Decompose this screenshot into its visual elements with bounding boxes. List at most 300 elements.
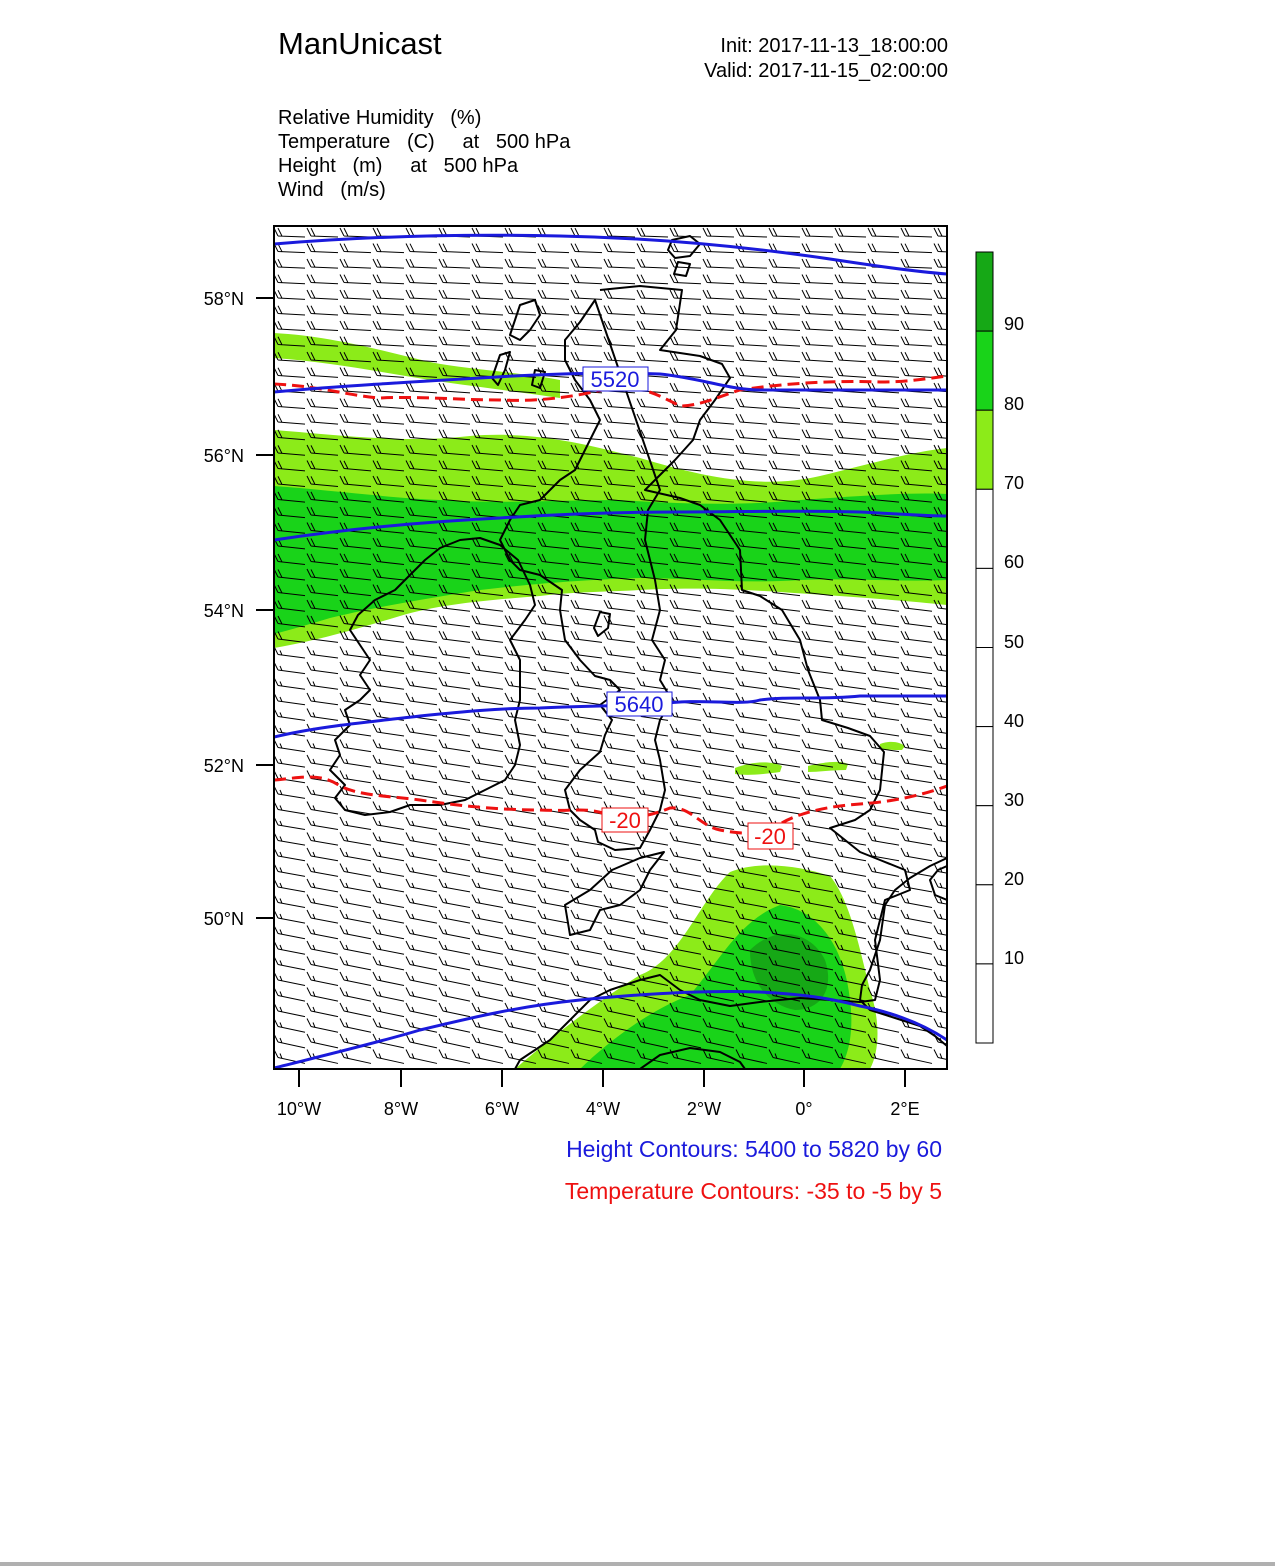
wind-barb — [373, 755, 404, 767]
wind-barb — [637, 616, 668, 627]
wind-barb — [340, 957, 371, 970]
wind-barb — [274, 740, 305, 752]
wind-barb — [736, 352, 767, 362]
wind-barb — [769, 848, 800, 861]
colorbar-bin — [976, 648, 993, 727]
wind-barb — [901, 631, 932, 642]
wind-barb — [472, 1034, 503, 1048]
wind-barb — [307, 693, 338, 705]
wind-barb — [538, 290, 569, 299]
wind-barb — [868, 941, 899, 954]
wind-barb — [406, 864, 437, 877]
wind-barb — [934, 259, 965, 268]
wind-barb — [439, 833, 470, 846]
wind-barb — [934, 337, 965, 347]
wind-barb — [340, 988, 371, 1002]
wind-barb — [703, 445, 734, 455]
wind-barb — [703, 817, 734, 830]
wind-barb — [835, 678, 866, 690]
wind-barb — [835, 647, 866, 659]
wind-barb — [373, 399, 404, 409]
wind-barb — [934, 600, 965, 611]
wind-barb — [406, 957, 437, 970]
temp-label-text: -20 — [609, 808, 641, 833]
wind-barb — [373, 972, 404, 985]
wind-barb — [439, 988, 470, 1002]
wind-barb — [406, 306, 437, 315]
wind-barb — [901, 910, 932, 923]
wind-barb — [406, 1034, 437, 1048]
wind-barb — [406, 430, 437, 440]
wind-barb — [406, 848, 437, 861]
wind-barb — [934, 678, 965, 690]
wind-barb — [472, 631, 503, 642]
wind-barb — [472, 244, 503, 253]
wind-barb — [703, 228, 734, 237]
wind-barb — [439, 244, 470, 253]
wind-barb — [274, 678, 305, 690]
wind-barb — [340, 321, 371, 331]
colorbar-bin — [976, 885, 993, 964]
wind-barb — [703, 662, 734, 674]
wind-barb — [901, 399, 932, 409]
wind-barb — [637, 414, 668, 424]
wind-barb — [670, 833, 701, 846]
wind-barb — [769, 228, 800, 237]
wind-barb — [406, 926, 437, 939]
wind-barb — [439, 910, 470, 923]
wind-barb — [703, 321, 734, 331]
wind-barb — [439, 414, 470, 424]
wind-barb — [406, 895, 437, 908]
wind-barb — [868, 228, 899, 237]
wind-barb — [868, 771, 899, 783]
wind-barb — [439, 275, 470, 284]
wind-barb — [604, 306, 635, 315]
wind-barb — [769, 275, 800, 284]
wind-barb — [307, 879, 338, 892]
wind-barb — [604, 957, 635, 970]
wind-barb — [670, 755, 701, 767]
wind-barb — [505, 259, 536, 268]
wind-barb — [868, 244, 899, 253]
wind-barb — [835, 368, 866, 378]
wind-barb — [934, 848, 965, 861]
wind-barb — [538, 647, 569, 659]
wind-barb — [604, 244, 635, 253]
wind-barb — [373, 724, 404, 736]
wind-barb — [868, 321, 899, 331]
wind-barb — [868, 926, 899, 939]
wind-barb — [802, 600, 833, 611]
wind-barb — [439, 879, 470, 892]
wind-barb — [472, 337, 503, 347]
wind-barb — [307, 290, 338, 299]
wind-barb — [571, 275, 602, 284]
wind-barb — [274, 662, 305, 674]
wind-barb — [274, 833, 305, 846]
wind-barb — [538, 833, 569, 846]
wind-barb — [637, 941, 668, 954]
wind-barb — [307, 864, 338, 877]
wind-barb — [538, 740, 569, 752]
wind-barb — [307, 972, 338, 985]
wind-barb — [505, 926, 536, 939]
wind-barb — [736, 631, 767, 642]
wind-barb — [307, 228, 338, 237]
wind-barb — [934, 631, 965, 642]
wind-barb — [604, 926, 635, 939]
wind-barb — [472, 941, 503, 954]
height-label-5640 — [607, 692, 672, 717]
wind-barb — [703, 771, 734, 783]
wind-barb — [670, 848, 701, 861]
wind-barb — [340, 864, 371, 877]
wind-barb — [439, 306, 470, 315]
wind-barb — [472, 910, 503, 923]
wind-barb — [307, 399, 338, 409]
wind-barb — [373, 941, 404, 954]
lon-label-0: 0° — [795, 1099, 813, 1119]
lat-label-54n: 54°N — [203, 601, 244, 621]
wind-barb — [439, 259, 470, 268]
wind-barb — [472, 306, 503, 315]
wind-barb — [802, 631, 833, 642]
wind-barb — [406, 275, 437, 284]
wind-barb — [934, 786, 965, 798]
wind-barb — [835, 244, 866, 253]
wind-barb — [835, 600, 866, 611]
wind-barb — [604, 275, 635, 284]
wind-barb — [571, 740, 602, 752]
wind-barb — [637, 926, 668, 939]
wind-barb — [439, 693, 470, 705]
wind-barb — [835, 352, 866, 362]
wind-barb — [505, 988, 536, 1002]
wind-barb — [703, 678, 734, 690]
wind-barb — [472, 988, 503, 1002]
wind-barb — [439, 321, 470, 331]
wind-barb — [307, 244, 338, 253]
wind-barb — [406, 337, 437, 347]
colorbar-label-90: 90 — [1004, 314, 1025, 334]
lat-label-52n: 52°N — [203, 756, 244, 776]
wind-barb — [472, 1019, 503, 1033]
wind-barb — [307, 1003, 338, 1017]
wind-barb — [373, 290, 404, 299]
wind-barb — [373, 244, 404, 253]
wind-barb — [868, 368, 899, 378]
wind-barb — [406, 833, 437, 846]
wind-barb — [670, 321, 701, 331]
wind-barb — [406, 910, 437, 923]
wind-barb — [571, 972, 602, 985]
wind-barb — [901, 228, 932, 237]
wind-barb — [307, 988, 338, 1002]
wind-barb — [868, 631, 899, 642]
wind-barb — [868, 337, 899, 347]
wind-barb — [373, 771, 404, 783]
wind-barb — [373, 957, 404, 970]
wind-barb — [901, 833, 932, 846]
wind-barb — [571, 941, 602, 954]
wind-barb — [934, 709, 965, 721]
wind-barb — [373, 647, 404, 659]
wind-barb — [934, 275, 965, 284]
wind-barb — [571, 879, 602, 892]
wind-barb — [505, 848, 536, 861]
wind-barb — [703, 848, 734, 861]
wind-barb — [604, 740, 635, 752]
wind-barb — [769, 647, 800, 659]
wind-barb — [439, 864, 470, 877]
lon-label-6w: 6°W — [484, 1099, 520, 1119]
wind-barb — [373, 910, 404, 923]
wind-barb — [604, 647, 635, 659]
wind-barb — [736, 290, 767, 299]
wind-barb — [439, 1050, 470, 1064]
wind-barb — [505, 755, 536, 767]
wind-barb — [274, 399, 305, 409]
wind-barb — [835, 740, 866, 752]
wind-barb — [472, 848, 503, 861]
wind-barb — [472, 259, 503, 268]
wind-barb — [703, 600, 734, 611]
wind-barb — [472, 972, 503, 985]
field-rh: Relative Humidity (%) — [278, 107, 482, 129]
wind-barb — [439, 1003, 470, 1017]
wind-barb — [340, 1019, 371, 1033]
wind-barb — [670, 600, 701, 611]
wind-barb — [769, 662, 800, 674]
wind-barb — [736, 662, 767, 674]
wind-barb — [505, 724, 536, 736]
wind-barb — [901, 244, 932, 253]
wind-barb — [373, 895, 404, 908]
wind-barb — [604, 662, 635, 674]
field-height: Height (m) at 500 hPa — [278, 155, 519, 177]
wind-barb — [934, 926, 965, 939]
wind-barb — [406, 414, 437, 424]
wind-barb — [439, 290, 470, 299]
wind-barb — [340, 848, 371, 861]
wind-barb — [340, 259, 371, 268]
wind-barb — [274, 709, 305, 721]
wind-barb — [340, 833, 371, 846]
wind-barb — [769, 461, 800, 471]
wind-barb — [472, 616, 503, 627]
wind-barb — [604, 414, 635, 424]
wind-barb — [571, 926, 602, 939]
wind-barb — [373, 306, 404, 315]
wind-barb — [802, 430, 833, 440]
wind-barb — [835, 709, 866, 721]
wind-barb — [901, 972, 932, 985]
wind-barb — [901, 848, 932, 861]
wind-barb — [538, 879, 569, 892]
wind-barb — [901, 771, 932, 783]
lon-label-10w: 10°W — [276, 1099, 322, 1119]
wind-barb — [274, 1019, 305, 1033]
wind-barb — [538, 306, 569, 315]
wind-barb — [373, 662, 404, 674]
wind-barb — [373, 1050, 404, 1064]
wind-barb — [835, 817, 866, 830]
wind-barb — [604, 771, 635, 783]
temp-label-text: -20 — [754, 824, 786, 849]
wind-barb — [505, 941, 536, 954]
wind-barb — [274, 755, 305, 767]
wind-barb — [340, 895, 371, 908]
wind-barb — [373, 833, 404, 846]
wind-barb — [538, 926, 569, 939]
wind-barb — [340, 879, 371, 892]
wind-barb — [340, 306, 371, 315]
wind-barb — [703, 833, 734, 846]
wind-barb — [373, 1003, 404, 1017]
wind-barb — [505, 244, 536, 253]
wind-barb — [505, 910, 536, 923]
wind-barb — [538, 802, 569, 814]
wind-barb — [571, 430, 602, 440]
wind-barb — [901, 802, 932, 814]
wind-barb — [307, 321, 338, 331]
wind-barb — [274, 957, 305, 970]
wind-barb — [802, 740, 833, 752]
wind-barb — [406, 817, 437, 830]
wind-barb — [505, 957, 536, 970]
wind-barb — [340, 275, 371, 284]
wind-barb — [340, 290, 371, 299]
wind-barb — [703, 275, 734, 284]
wind-barb — [538, 972, 569, 985]
wind-barb — [472, 817, 503, 830]
wind-barb — [835, 290, 866, 299]
wind-barb — [802, 724, 833, 736]
field-wind: Wind (m/s) — [278, 179, 386, 201]
wind-barb — [274, 414, 305, 424]
wind-barb — [439, 848, 470, 861]
wind-barb — [571, 259, 602, 268]
wind-barb — [274, 802, 305, 814]
wind-barb — [307, 259, 338, 268]
temp-label-east — [748, 823, 793, 849]
wind-barb — [769, 678, 800, 690]
wind-barb — [934, 972, 965, 985]
wind-barb — [868, 972, 899, 985]
wind-barb — [769, 259, 800, 268]
wind-barb — [406, 647, 437, 659]
wind-barb — [439, 786, 470, 798]
wind-barb — [373, 864, 404, 877]
wind-barb — [439, 941, 470, 954]
wind-barb — [274, 879, 305, 892]
wind-barb — [505, 275, 536, 284]
wind-barb — [835, 228, 866, 237]
wind-barb — [934, 321, 965, 331]
wind-barb — [340, 1003, 371, 1017]
wind-barb — [835, 786, 866, 798]
wind-barb — [604, 352, 635, 362]
wind-barb — [571, 647, 602, 659]
wind-barb — [901, 755, 932, 767]
wind-barb — [670, 895, 701, 908]
wind-barb — [736, 445, 767, 455]
wind-barb — [901, 662, 932, 674]
wind-barb — [406, 259, 437, 268]
wind-barb — [472, 724, 503, 736]
wind-barb — [934, 430, 965, 440]
wind-barb — [637, 445, 668, 455]
wind-barb — [703, 414, 734, 424]
wind-barb — [703, 631, 734, 642]
wind-barb — [571, 957, 602, 970]
wind-barb — [835, 771, 866, 783]
wind-barb — [373, 740, 404, 752]
wind-barb — [538, 817, 569, 830]
valid-time: Valid: 2017-11-15_02:00:00 — [704, 60, 948, 82]
wind-barb — [505, 337, 536, 347]
wind-barb — [802, 259, 833, 268]
wind-barb — [901, 740, 932, 752]
wind-barb — [670, 786, 701, 798]
wind-barb — [505, 833, 536, 846]
wind-barb — [637, 910, 668, 923]
wind-barb — [868, 399, 899, 409]
wind-barb — [472, 647, 503, 659]
wind-barb — [472, 275, 503, 284]
wind-barb — [736, 724, 767, 736]
wind-barb — [439, 817, 470, 830]
wind-barb — [901, 337, 932, 347]
wind-barb — [307, 910, 338, 923]
page-bottom-rule — [0, 1562, 1275, 1566]
wind-barb — [769, 368, 800, 378]
wind-barb — [736, 414, 767, 424]
lat-label-56n: 56°N — [203, 446, 244, 466]
wind-barb — [736, 740, 767, 752]
wind-barb — [571, 864, 602, 877]
wind-barb — [571, 337, 602, 347]
wind-barb — [505, 1019, 536, 1033]
wind-barb — [373, 259, 404, 268]
wind-barb — [340, 926, 371, 939]
wind-barb — [703, 290, 734, 299]
wind-barb — [571, 709, 602, 721]
wind-barb — [307, 275, 338, 284]
wind-barb — [901, 724, 932, 736]
wind-barb — [604, 430, 635, 440]
wind-barb — [538, 399, 569, 409]
wind-barb — [274, 972, 305, 985]
wind-barb — [373, 926, 404, 939]
wind-barb — [571, 678, 602, 690]
wind-barb — [274, 259, 305, 268]
wind-barb — [274, 693, 305, 705]
wind-barb — [472, 414, 503, 424]
wind-barb — [439, 352, 470, 362]
wind-barb — [274, 910, 305, 923]
wind-barb — [901, 1034, 932, 1048]
wind-barb — [505, 1034, 536, 1048]
wind-barb — [472, 864, 503, 877]
wind-barb — [703, 461, 734, 471]
wind-barb — [868, 833, 899, 846]
wind-barb — [901, 678, 932, 690]
wind-barb — [340, 755, 371, 767]
wind-barb — [538, 678, 569, 690]
wind-barb — [670, 445, 701, 455]
